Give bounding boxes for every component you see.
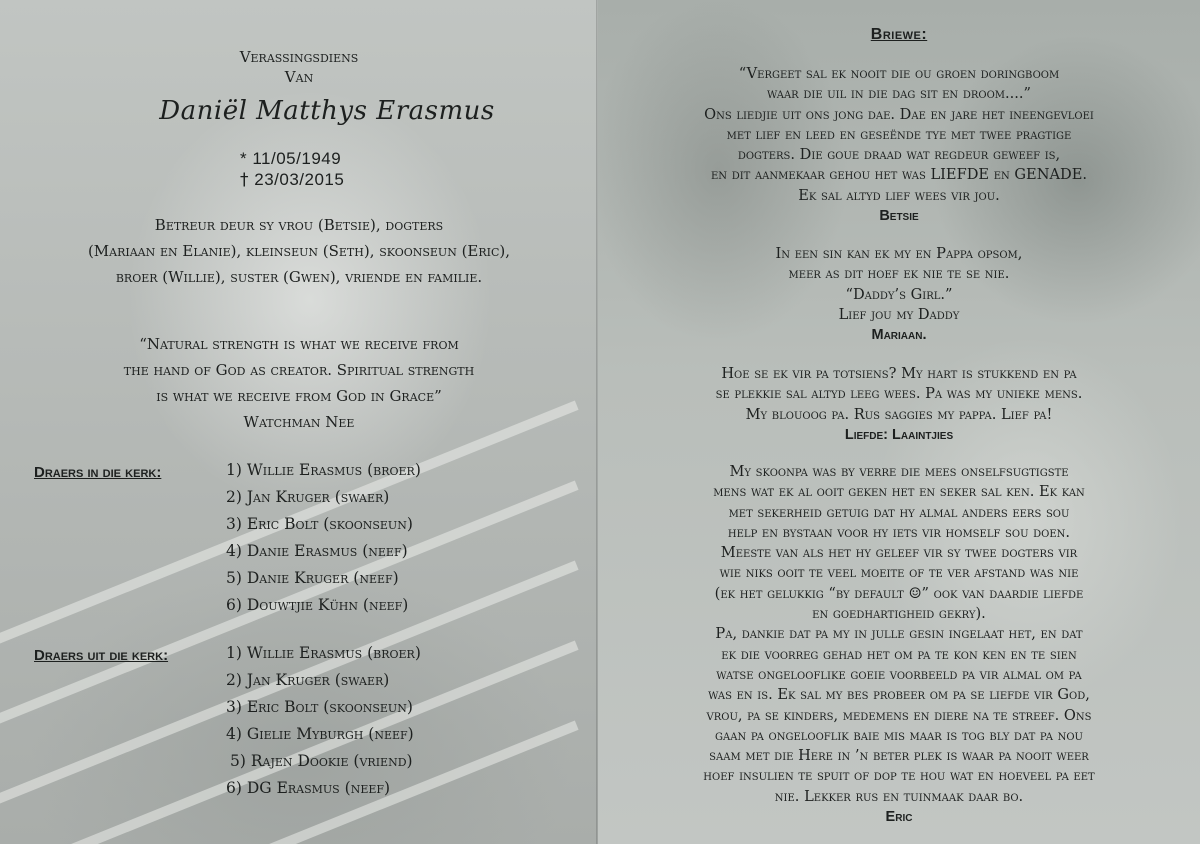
quote-author: Watchman Nee	[243, 413, 355, 431]
bearer-out-item: 2) Jan Kruger (swaer)	[226, 671, 390, 689]
birth-line	[240, 149, 341, 169]
bearer-out-item: 1) Willie Erasmus (broer)	[226, 644, 421, 662]
letter-line: en goedhartigheid gekry).	[812, 605, 986, 623]
quote-line: “Natural strength is what we receive from	[139, 335, 459, 353]
letter-line: Meeste van als het hy geleef vir sy twee dogters vir	[720, 544, 1078, 562]
bearers-out-label: Draers uit die kerk:	[34, 647, 169, 664]
letter-line: My blouoog pa. Rus saggies my pappa. Lief pa!	[745, 405, 1053, 423]
bearers-in-label: Draers in die kerk:	[34, 464, 162, 481]
letter-line: was en is. Ek sal my bes probeer om pa se liefde vir God,	[708, 686, 1090, 704]
quote-line: is what we receive from God in Grace”	[156, 387, 442, 405]
letter-signature: Betsie	[879, 208, 919, 225]
letters-title: Briewe:	[870, 26, 928, 43]
letter-line: mens wat ek al ooit geken het en seker sal ken. Ek kan	[713, 483, 1085, 501]
letter-line: se plekkie sal altyd leeg wees. Pa was my unieke mens.	[715, 385, 1083, 403]
letter-laaintjies	[598, 364, 1200, 445]
bearer-in-item: 3) Eric Bolt (skoonseun)	[226, 515, 413, 533]
letter-line: meer as dit hoef ek nie te se nie.	[788, 265, 1010, 283]
letter-line: hoef insulien te spuit of dop te hou wat en hoeveel pa eet	[703, 767, 1095, 785]
letter-line: Hoe se ek vir pa totsiens? My hart is stukkend en pa	[721, 365, 1077, 382]
letter-line: en dit aanmekaar gehou het was LIEFDE en GENADE.	[711, 166, 1087, 184]
left-page	[0, 0, 598, 844]
bearer-out-item: 6) DG Erasmus (neef)	[226, 779, 391, 797]
letter-line: help en bystaan voor hy iets vir homself sou doen.	[727, 523, 1071, 541]
letter-eric	[598, 462, 1200, 827]
right-page	[598, 0, 1200, 844]
bearer-in-item: 1) Willie Erasmus (broer)	[226, 461, 421, 479]
service-title: Verassingsdiens	[239, 48, 359, 66]
letter-line: dogters. Die goue draad wat regdeur geweef is,	[737, 146, 1061, 164]
letter-line: vrou, pa se kinders, medemens en diere na te streef. Ons	[706, 706, 1092, 724]
letter-line: watse ongelooflike goeie voorbeeld pa vir almal om pa	[716, 665, 1082, 683]
quote-line: the hand of God as creator. Spiritual strength	[123, 361, 475, 379]
letter-line: nie. Lekker rus en tuinmaak daar bo.	[774, 787, 1024, 805]
letter-line: My skoonpa was by verre die mees onselfsugtigste	[729, 463, 1069, 480]
deceased-name: Daniël Matthys Erasmus	[159, 96, 495, 126]
mourners-line: Betreur deur sy vrou (Betsie), dogters	[154, 216, 444, 234]
letter-line: Lief jou my Daddy	[838, 305, 960, 323]
service-of: Van	[284, 68, 314, 86]
bearer-out-item: 5) Rajen Dookie (vriend)	[230, 752, 413, 770]
letter-line: met lief en leed en geseënde tye met twee pragtige	[726, 125, 1072, 143]
bearer-in-item: 2) Jan Kruger (swaer)	[226, 488, 390, 506]
letter-line: Ek sal altyd lief wees vir jou.	[798, 186, 1000, 204]
letter-signature: Liefde: Laaintjies	[844, 426, 954, 443]
letter-betsie	[598, 64, 1200, 226]
letter-line: Ons liedjie uit ons jong dae. Dae en jare het ineengevloei	[704, 105, 1094, 123]
bearer-in-item: 5) Danie Kruger (neef)	[226, 569, 399, 587]
letter-mariaan	[598, 244, 1200, 345]
quote-paragraph	[0, 331, 598, 435]
mourners-paragraph	[0, 212, 598, 290]
letter-line: gaan pa ongelooflik baie mis maar is tog bly dat pa nou	[715, 726, 1083, 744]
birth-symbol: *	[240, 149, 248, 168]
letter-line: “Vergeet sal ek nooit die ou groen doringboom	[738, 65, 1060, 82]
letter-line: met sekerheid getuig dat hy almal anders eers sou	[728, 503, 1070, 521]
death-date: 23/03/2015	[254, 170, 345, 189]
letter-line: waar die uil in die dag sit en droom....”	[766, 85, 1032, 103]
letter-signature: Mariaan.	[871, 327, 927, 344]
bearer-in-item: 4) Danie Erasmus (neef)	[226, 542, 408, 560]
letter-signature: Eric	[885, 809, 913, 826]
mourners-line: broer (Willie), suster (Gwen), vriende en familie.	[115, 268, 483, 286]
letter-line: (ek het gelukkig “by default ☺” ook van daardie liefde	[714, 584, 1084, 602]
letter-line: ek die voorreg gehad het om pa te kon ken en te sien	[721, 645, 1077, 663]
letter-line: In een sin kan ek my en Pappa opsom,	[775, 245, 1023, 262]
letter-line: wie niks ooit te veel moeite of te ver afstand was nie	[719, 564, 1079, 582]
mourners-line: (Mariaan en Elanie), kleinseun (Seth), skoonseun (Eric),	[87, 242, 511, 260]
letter-line: “Daddy’s Girl.”	[845, 285, 953, 303]
birth-date: 11/05/1949	[252, 149, 342, 168]
letter-line: Pa, dankie dat pa my in julle gesin ingelaat het, en dat	[715, 625, 1083, 643]
bearer-out-item: 4) Gielie Myburgh (neef)	[226, 725, 414, 743]
bearer-out-item: 3) Eric Bolt (skoonseun)	[226, 698, 413, 716]
letter-line: saam met die Here in ’n beter plek is waar pa nooit weer	[709, 747, 1089, 765]
bearer-in-item: 6) Douwtjie Kühn (neef)	[226, 596, 409, 614]
death-symbol: †	[240, 170, 249, 190]
death-line	[240, 170, 344, 190]
